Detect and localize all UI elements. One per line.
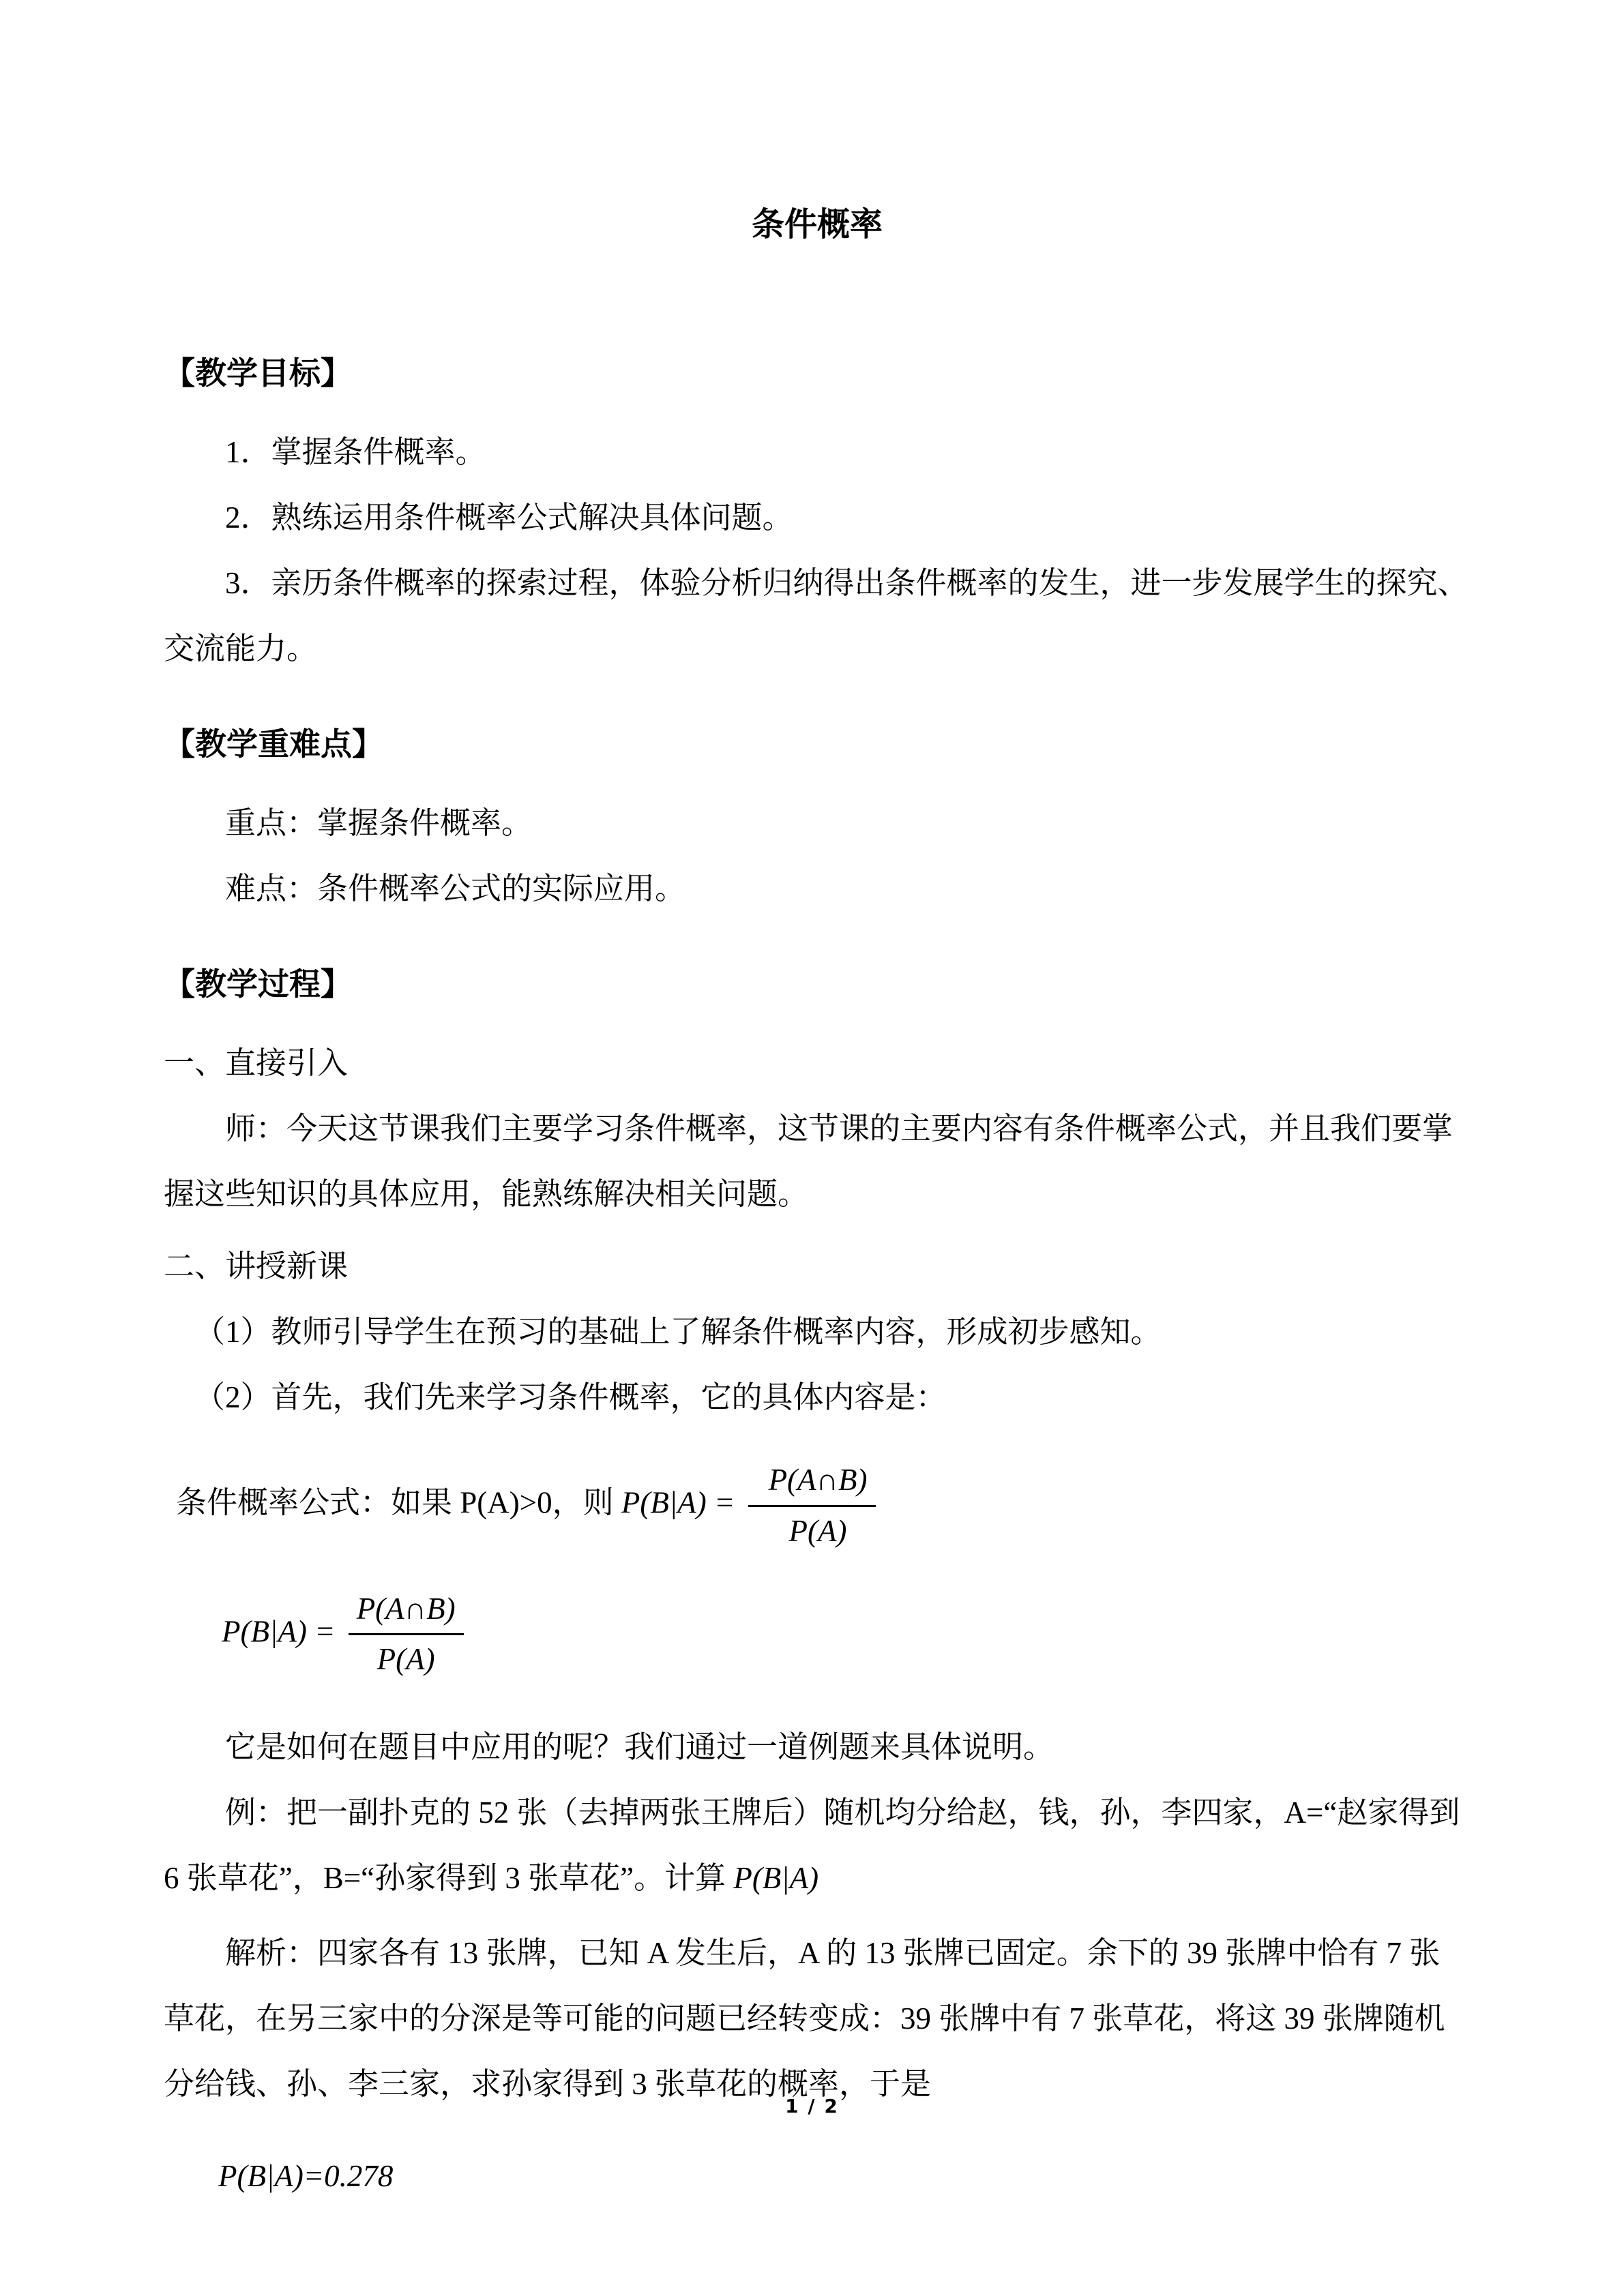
objective-item-2: 2．熟练运用条件概率公式解决具体问题。 <box>225 501 793 535</box>
conditional-probability-formula-standalone <box>164 1590 1471 1680</box>
key-point-difficulty: 难点：条件概率公式的实际应用。 <box>225 871 686 906</box>
fraction <box>748 1461 876 1551</box>
process-heading: 【教学过程】 <box>164 967 352 1002</box>
analysis-paragraph: 解析：四家各有 13 张牌，已知 A 发生后，A 的 13 张牌已固定。余下的 39 张牌中恰有 7 张草花，在另三家中的分深是等可能的问题已经转变成：39 张牌中有 7 张草花，将这 39 张牌随机分给钱、孙、李三家，求孙家得到 3 张草花的概率，于是 <box>164 1936 1445 2101</box>
formula-prefix: 条件概率公式：如果 P(A)>0，则 <box>176 1485 614 1520</box>
page-number: 1 / 2 <box>785 2095 839 2117</box>
process-part2-heading: 二、讲授新课 <box>164 1249 349 1283</box>
key-point-focus: 重点：掌握条件概率。 <box>225 806 533 840</box>
fraction-denominator: P(A) <box>377 1642 435 1677</box>
objective-item-3: 3．亲历条件概率的探索过程，体验分析归纳得出条件概率的发生，进一步发展学生的探究、交流能力。 <box>164 566 1468 666</box>
example-paragraph <box>164 1780 1471 1911</box>
fraction-numerator: P(A∩B) <box>349 1590 464 1636</box>
process-part1-text: 师：今天这节课我们主要学习条件概率，这节课的主要内容有条件概率公式，并且我们要掌握这些知识的具体应用，能熟练解决相关问题。 <box>164 1112 1453 1211</box>
conditional-probability-formula-inline <box>164 1461 1471 1551</box>
formula-lhs: P(B|A) <box>621 1485 707 1520</box>
objectives-heading: 【教学目标】 <box>164 356 352 391</box>
result-formula: P(B|A)=0.278 <box>218 2159 394 2193</box>
fraction-numerator: P(A∩B) <box>748 1461 876 1507</box>
objective-item-1: 1．掌握条件概率。 <box>225 435 486 469</box>
equals-sign: = <box>314 1614 336 1649</box>
equals-sign: = <box>713 1485 735 1520</box>
key-points-heading: 【教学重难点】 <box>164 727 383 762</box>
process-part1-heading: 一、直接引入 <box>164 1046 349 1080</box>
process-step-1: （1）教师引导学生在预习的基础上了解条件概率内容，形成初步感知。 <box>194 1315 1162 1349</box>
fraction <box>349 1590 464 1680</box>
page-title: 条件概率 <box>751 207 883 243</box>
process-step-2: （2）首先，我们先来学习条件概率，它的具体内容是： <box>194 1380 947 1414</box>
example-math: P(B|A) <box>733 1861 819 1895</box>
formula-lhs: P(B|A) <box>222 1614 307 1649</box>
application-intro-text: 它是如何在题目中应用的呢？我们通过一道例题来具体说明。 <box>225 1730 1054 1764</box>
example-text: 例：把一副扑克的 52 张（去掉两张王牌后）随机均分给赵，钱，孙，李四家，A=“赵家得到 6 张草花”，B=“孙家得到 3 张草花”。计算 <box>164 1795 1460 1895</box>
fraction-denominator: P(A) <box>788 1513 847 1548</box>
